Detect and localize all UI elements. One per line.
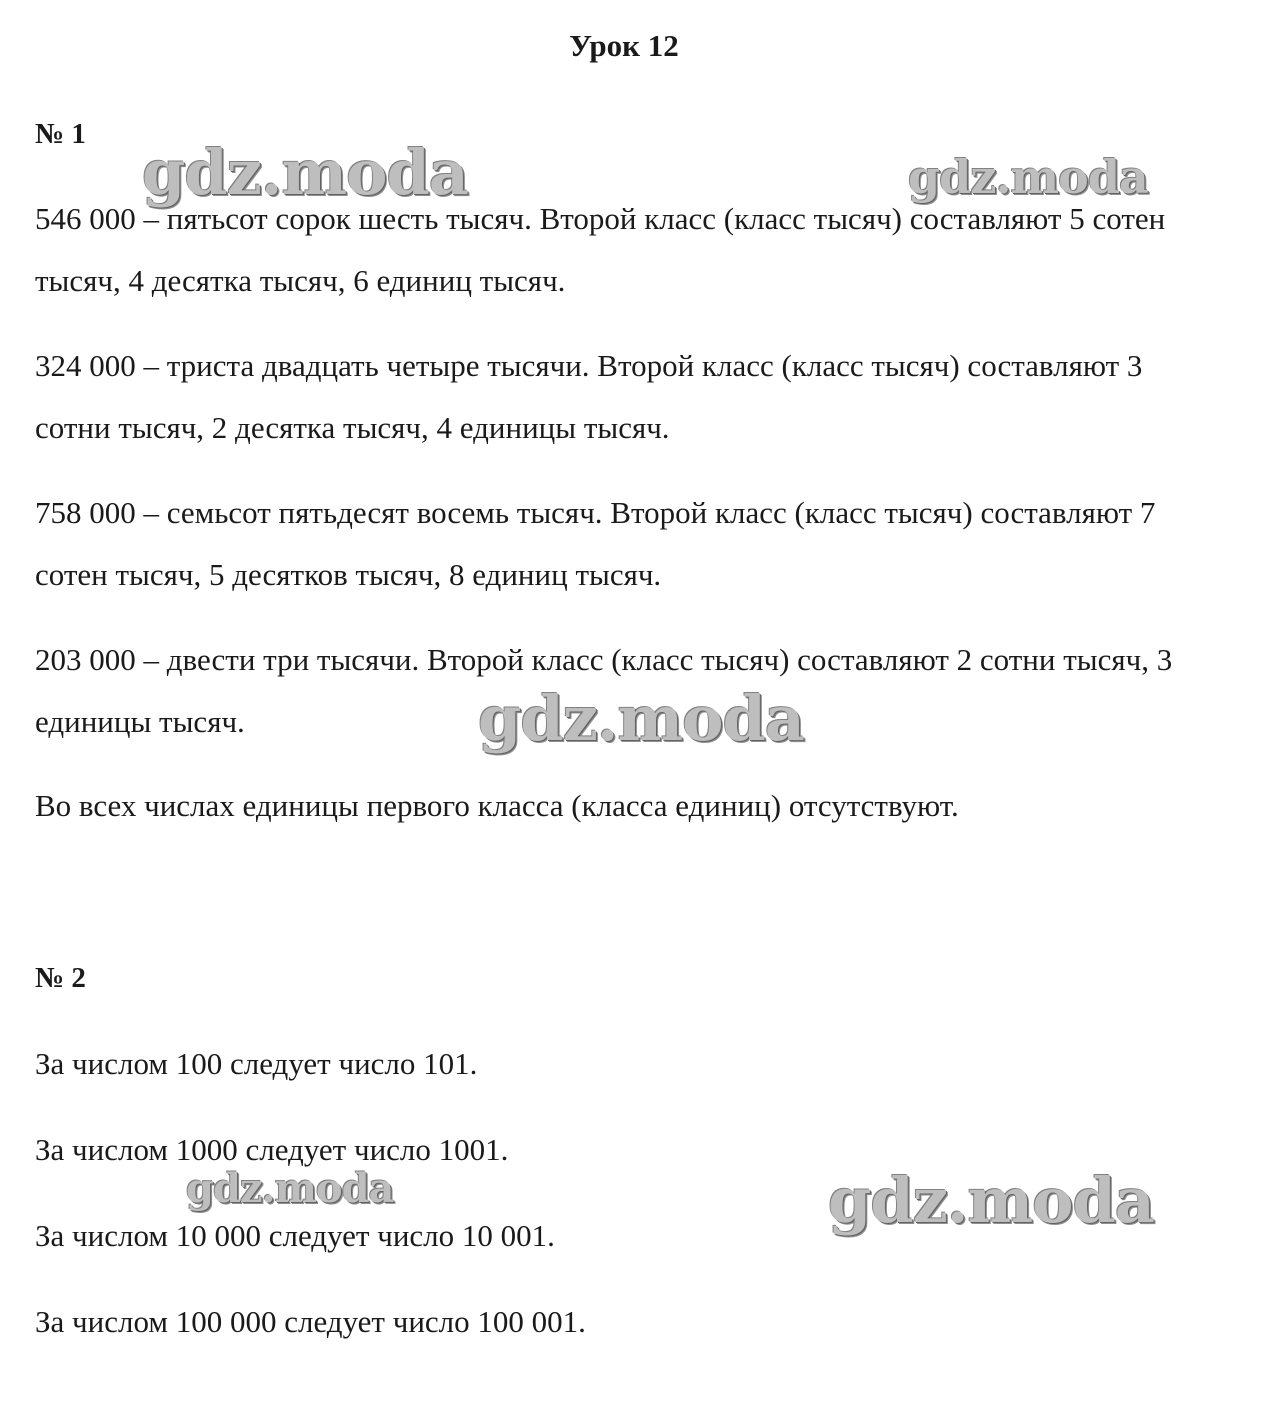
watermark-logo: gdz.moda	[186, 1165, 394, 1212]
task-2-heading: № 2	[35, 962, 86, 994]
watermark-logo: gdz.moda	[908, 150, 1148, 204]
task-2-line: За числом 10 000 следует число 10 001.	[35, 1218, 555, 1253]
watermark-logo: gdz.moda	[478, 682, 804, 755]
task-1-paragraph: 546 000 – пятьсот сорок шесть тысяч. Второй класс (класс тысяч) составляют 5 сотен тысяч, 4 десятка тысяч, 6 единиц тысяч.	[35, 201, 1166, 298]
watermark-logo: gdz.moda	[142, 136, 468, 209]
task-1-paragraph: 324 000 – триста двадцать четыре тысячи. Второй класс (класс тысяч) составляют 3 сотни тысяч, 2 десятка тысяч, 4 единицы тысяч.	[35, 348, 1143, 445]
task-1-paragraph: 758 000 – семьсот пятьдесят восемь тысяч. Второй класс (класс тысяч) составляют 7 сотен тысяч, 5 десятков тысяч, 8 единиц тысяч.	[35, 495, 1156, 592]
watermark-logo: gdz.moda	[828, 1164, 1154, 1237]
task-2-line: За числом 1000 следует число 1001.	[35, 1132, 509, 1167]
task-1-paragraph: 203 000 – двести три тысячи. Второй класс (класс тысяч) составляют 2 сотни тысяч, 3 единицы тысяч.	[35, 642, 1173, 739]
lesson-title: Урок 12	[569, 28, 679, 63]
task-2-line: За числом 100 следует число 101.	[35, 1046, 478, 1081]
task-2-line: За числом 100 000 следует число 100 001.	[35, 1304, 586, 1339]
task-1-conclusion: Во всех числах единицы первого класса (класса единиц) отсутствуют.	[35, 788, 959, 823]
task-1-heading: № 1	[35, 118, 86, 150]
